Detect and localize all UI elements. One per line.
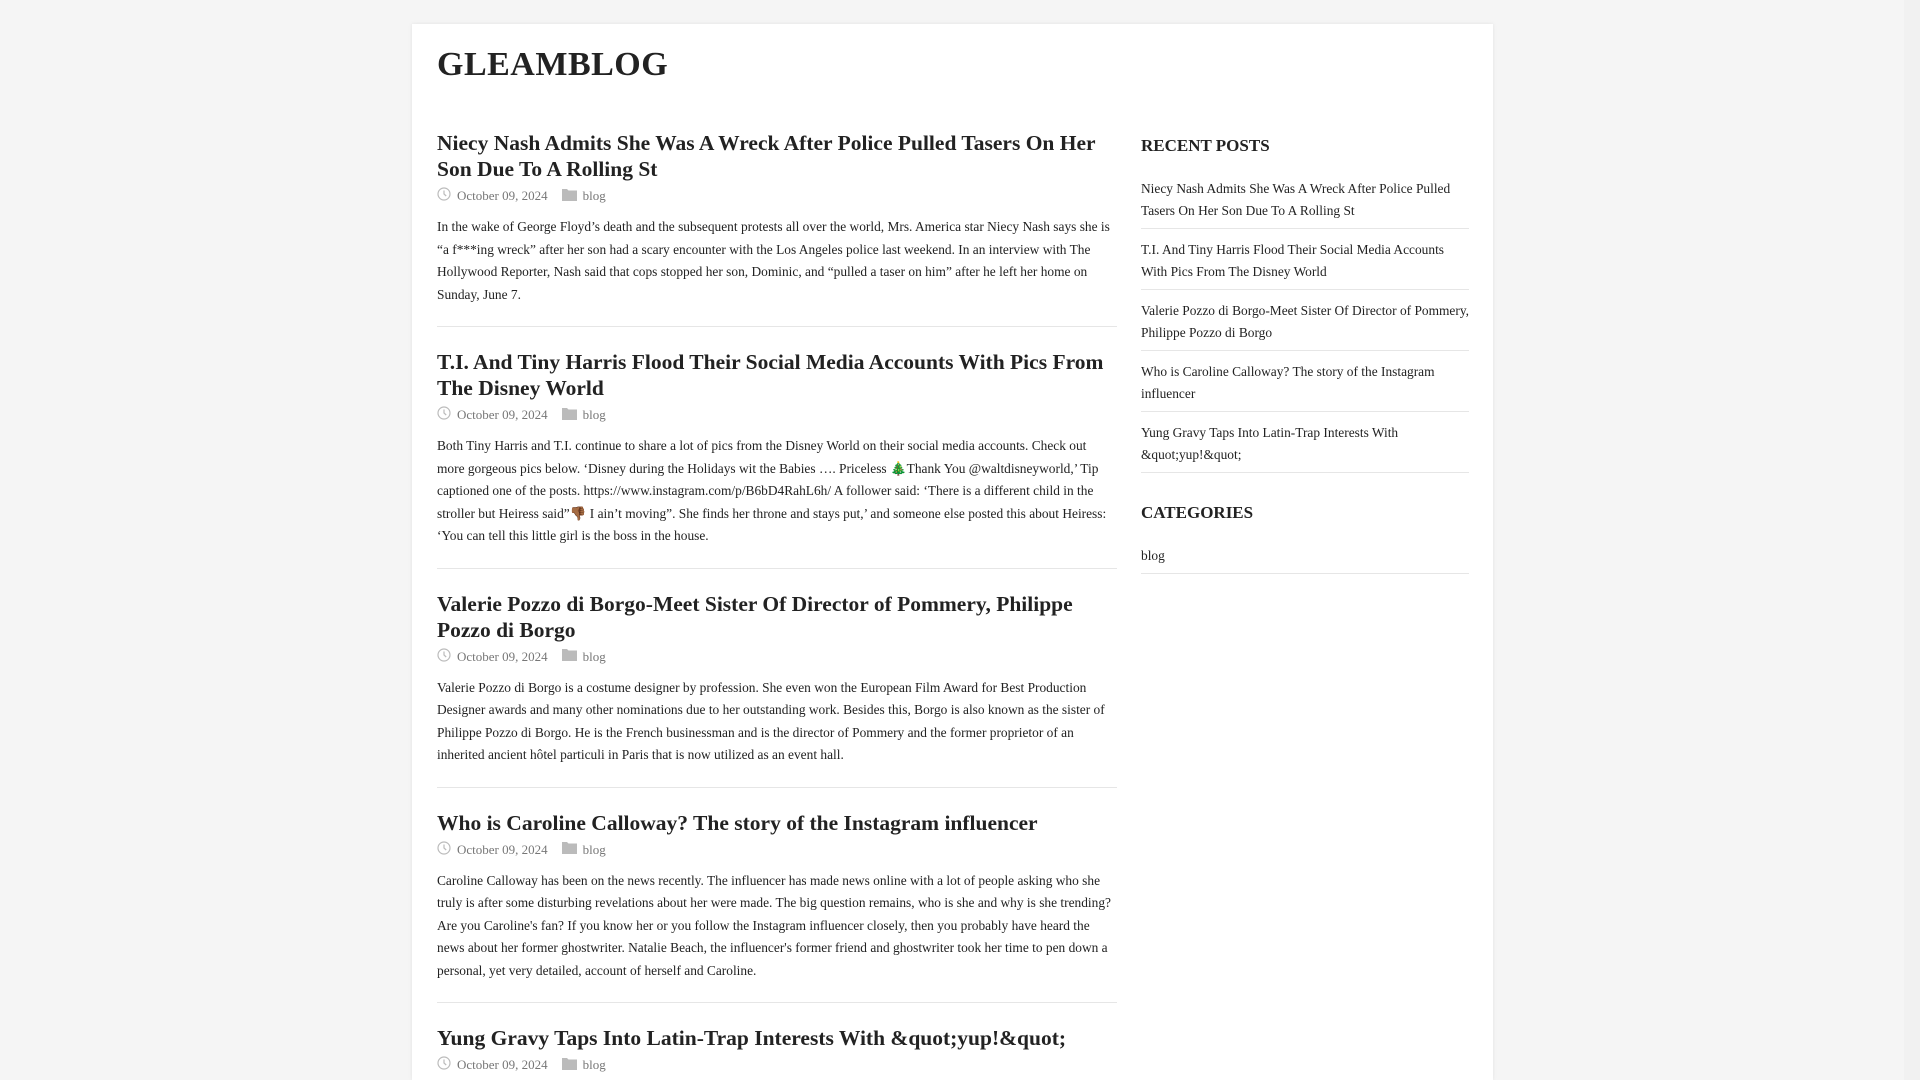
post-meta — [437, 406, 1117, 424]
post-title[interactable]: Yung Gravy Taps Into Latin-Trap Interests With &quot;yup!&quot; — [437, 1026, 1067, 1050]
post-category-link[interactable]: blog — [582, 188, 606, 203]
post-date: October 09, 2024 — [457, 188, 548, 203]
sidebar — [1141, 136, 1469, 604]
post-meta — [437, 841, 1117, 859]
post-title[interactable]: Niecy Nash Admits She Was A Wreck After Police Pulled Tasers On Her Son Due To A Rolling St — [437, 131, 1096, 181]
post-date: October 09, 2024 — [457, 407, 548, 422]
recent-post-link[interactable]: Yung Gravy Taps Into Latin-Trap Interests With &quot;yup!&quot; — [1141, 422, 1469, 473]
clock-icon — [437, 187, 457, 205]
post-date: October 09, 2024 — [457, 841, 548, 857]
recent-post-link[interactable]: Valerie Pozzo di Borgo-Meet Sister Of Director of Pommery, Philippe Pozzo di Borgo — [1141, 300, 1469, 351]
post — [437, 130, 1117, 327]
site-title[interactable]: GLEAMBLOG — [437, 46, 669, 83]
clock-icon — [437, 841, 457, 859]
folder-icon — [562, 648, 583, 665]
scrollbar[interactable] — [1904, 0, 1920, 1080]
category-link[interactable]: blog — [1141, 545, 1469, 574]
post-excerpt: Caroline Calloway has been on the news recently. The influencer has made news online with a lot of people asking who she truly is after some disturbing revelations about her were made. The big question remains, who is she and why is she trending? Are you Caroline's fan? If you know her or you follow the Instagram influencer closely, then you probably have heard the news about her former ghostwriter. Natalie Beach, the influencer's former friend and ghostwriter took her time to pen down a personal, yet very detailed, account of herself and Caroline. — [437, 872, 1111, 978]
recent-post-link[interactable]: Niecy Nash Admits She Was A Wreck After Police Pulled Tasers On Her Son Due To A Rolling St — [1141, 178, 1469, 229]
post — [437, 591, 1117, 788]
recent-post-link[interactable]: T.I. And Tiny Harris Flood Their Social Media Accounts With Pics From The Disney World — [1141, 239, 1469, 290]
post-meta — [437, 648, 1117, 666]
page-container — [412, 24, 1493, 1080]
post-meta — [437, 1056, 1117, 1074]
clock-icon — [437, 648, 457, 666]
post-excerpt: Valerie Pozzo di Borgo is a costume designer by profession. She even won the European Film Award for Best Production Designer awards and many other nominations due to her outstanding work. Besides this, Borgo is also known as the sister of Philippe Pozzo di Borgo. He is the French businessman and is the director of Pommery and the former proprietor of an inherited ancient hôtel particuli in Paris that is now utilized as an event hall. — [437, 679, 1105, 762]
post-meta — [437, 187, 1117, 205]
post-category-link[interactable]: blog — [582, 648, 606, 664]
post-excerpt: Both Tiny Harris and T.I. continue to share a lot of pics from the Disney World on their social media accounts. Check out more gorgeous pics below. ‘Disney during the Holidays wit the Babies …. Priceless 🎄Thank You @waltdisneyworld,’ Tip captioned one of the posts. https://www.instagram.com/p/B6bD4RahL6h/ A follower said: ‘There is a different child in the stroller but Heiress said”👎🏾 I ain’t moving”. She finds her throne and stays put,’ and someone else posted this about Heiress: ‘You can tell this little girl is the boss in the house. — [437, 438, 1107, 543]
post-category-link[interactable]: blog — [582, 841, 606, 857]
post-excerpt: In the wake of George Floyd’s death and the subsequent protests all over the world, Mrs. America star Niecy Nash says she is “a f***ing wreck” after her son had a scary encounter with the Los Angeles police last weekend. In an interview with The Hollywood Reporter, Nash said that cops stopped her son, Dominic, and “pulled a taser on him” after he left her home on Sunday, June 7. — [437, 219, 1110, 302]
post-date: October 09, 2024 — [457, 1057, 548, 1072]
categories-list — [1141, 545, 1469, 574]
post-date: October 09, 2024 — [457, 648, 548, 664]
folder-icon — [562, 188, 583, 205]
post-category-link[interactable]: blog — [582, 1057, 606, 1072]
clock-icon — [437, 406, 457, 424]
post — [437, 810, 1117, 1004]
post — [437, 1025, 1117, 1074]
folder-icon — [562, 841, 583, 858]
categories-heading: CATEGORIES — [1141, 503, 1254, 522]
post-category-link[interactable]: blog — [582, 407, 606, 422]
post-list — [437, 130, 1117, 1074]
recent-posts-list — [1141, 178, 1469, 473]
post-title[interactable]: Valerie Pozzo di Borgo-Meet Sister Of Director of Pommery, Philippe Pozzo di Borgo — [437, 591, 1073, 642]
clock-icon — [437, 1056, 457, 1074]
folder-icon — [562, 407, 583, 424]
post-title[interactable]: T.I. And Tiny Harris Flood Their Social Media Accounts With Pics From The Disney World — [437, 350, 1104, 400]
post-title[interactable]: Who is Caroline Calloway? The story of the Instagram influencer — [437, 810, 1038, 835]
post — [437, 349, 1117, 569]
recent-posts-heading: RECENT POSTS — [1141, 136, 1270, 155]
folder-icon — [562, 1057, 583, 1074]
recent-post-link[interactable]: Who is Caroline Calloway? The story of the Instagram influencer — [1141, 361, 1469, 412]
